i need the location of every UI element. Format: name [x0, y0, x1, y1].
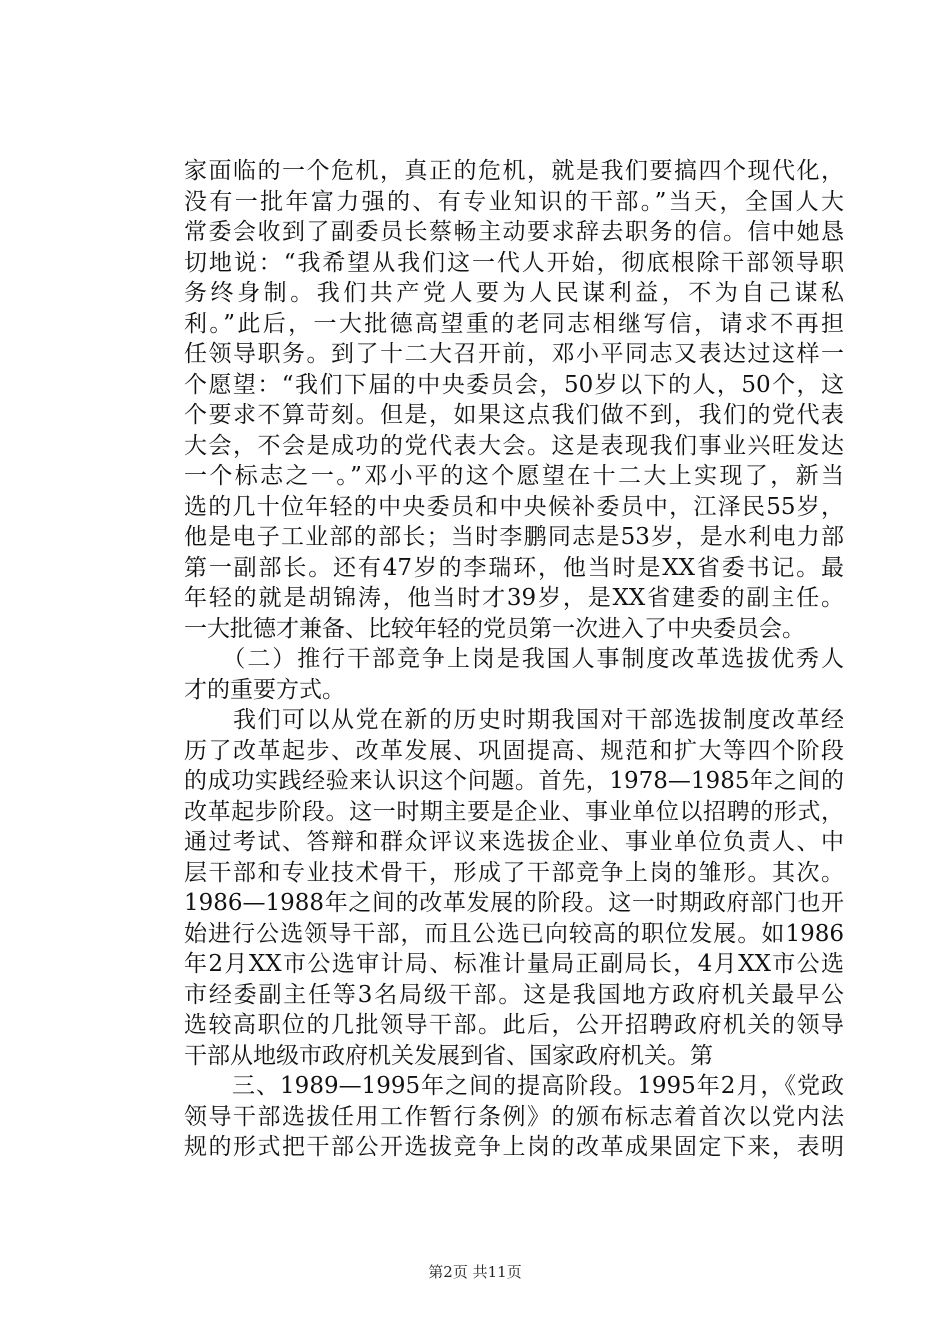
text-line: 改革起步阶段。这一时期主要是企业、事业单位以招聘的形式， — [184, 798, 844, 825]
text-line: 个要求不算苛刻。但是，如果这点我们做不到，我们的党代表 — [184, 402, 844, 428]
text-line: 层干部和专业技术骨干，形成了干部竞争上岗的雏形。其次。 — [184, 859, 844, 886]
text-line: 常委会收到了副委员长蔡畅主动要求辞去职务的信。信中她恳 — [184, 219, 844, 245]
text-line: 他是电子工业部的部长；当时李鹏同志是53岁，是水利电力部 — [184, 524, 844, 550]
text-line: 通过考试、答辩和群众评议来选拔企业、事业单位负责人、中 — [184, 829, 844, 855]
text-line: 干部从地级市政府机关发展到省、国家政府机关。第 — [184, 1042, 713, 1069]
text-line: 务终身制。我们共产党人要为人民谋利益，不为自己谋私 — [184, 280, 844, 306]
text-line: 年轻的就是胡锦涛，他当时才39岁，是XX省建委的副主任。 — [184, 585, 844, 611]
text-line: 领导干部选拔任用工作暂行条例》的颁布标志着首次以党内法 — [184, 1103, 844, 1130]
document-body — [184, 156, 844, 1163]
text-line: 三、1989—1995年之间的提高阶段。1995年2月，《党政 — [184, 1073, 844, 1099]
text-line: 选较高职位的几批领导干部。此后，公开招聘政府机关的领导 — [184, 1012, 844, 1038]
text-line: 年2月XX市公选审计局、标准计量局正副局长，4月XX市公选 — [184, 951, 844, 977]
text-line: 个愿望：“我们下届的中央委员会，50岁以下的人，50个，这 — [184, 371, 844, 398]
text-line: 没有一批年富力强的、有专业知识的干部。”当天，全国人大 — [184, 188, 844, 215]
text-line: 家面临的一个危机，真正的危机，就是我们要搞四个现代化， — [184, 158, 844, 184]
section-heading-line: （二）推行干部竞争上岗是我国人事制度改革选拔优秀人 — [184, 646, 844, 672]
text-line: 任领导职务。到了十二大召开前，邓小平同志又表达过这样一 — [184, 341, 844, 367]
text-line: 历了改革起步、改革发展、巩固提高、规范和扩大等四个阶段 — [184, 737, 844, 764]
page-number-footer: 第2页 共11页 — [428, 1263, 522, 1281]
text-line: 一个标志之一。”邓小平的这个愿望在十二大上实现了，新当 — [184, 463, 844, 489]
section-heading-line: 才的重要方式。 — [184, 676, 345, 703]
text-line: 市经委副主任等3名局级干部。这是我国地方政府机关最早公 — [184, 981, 844, 1008]
text-line: 第一副部长。还有47岁的李瑞环，他当时是XX省委书记。最 — [184, 554, 844, 581]
text-line: 切地说：“我希望从我们这一代人开始，彻底根除干部领导职 — [184, 249, 844, 276]
text-line: 始进行公选领导干部，而且公选已向较高的职位发展。如1986 — [184, 920, 844, 947]
text-line: 利。”此后，一大批德高望重的老同志相继写信，请求不再担 — [184, 310, 844, 337]
text-line: 选的几十位年轻的中央委员和中央候补委员中，江泽民55岁， — [184, 493, 844, 520]
text-line: 1986—1988年之间的改革发展的阶段。这一时期政府部门也开 — [184, 890, 844, 916]
text-line: 大会，不会是成功的党代表大会。这是表现我们事业兴旺发达 — [184, 432, 844, 459]
text-line: 规的形式把干部公开选拔竞争上岗的改革成果固定下来，表明 — [184, 1134, 844, 1160]
text-line: 的成功实践经验来认识这个问题。首先，1978—1985年之间的 — [184, 768, 844, 794]
text-line: 一大批德才兼备、比较年轻的党员第一次进入了中央委员会。 — [184, 615, 805, 642]
text-line: 我们可以从党在新的历史时期我国对干部选拔制度改革经 — [184, 707, 844, 733]
